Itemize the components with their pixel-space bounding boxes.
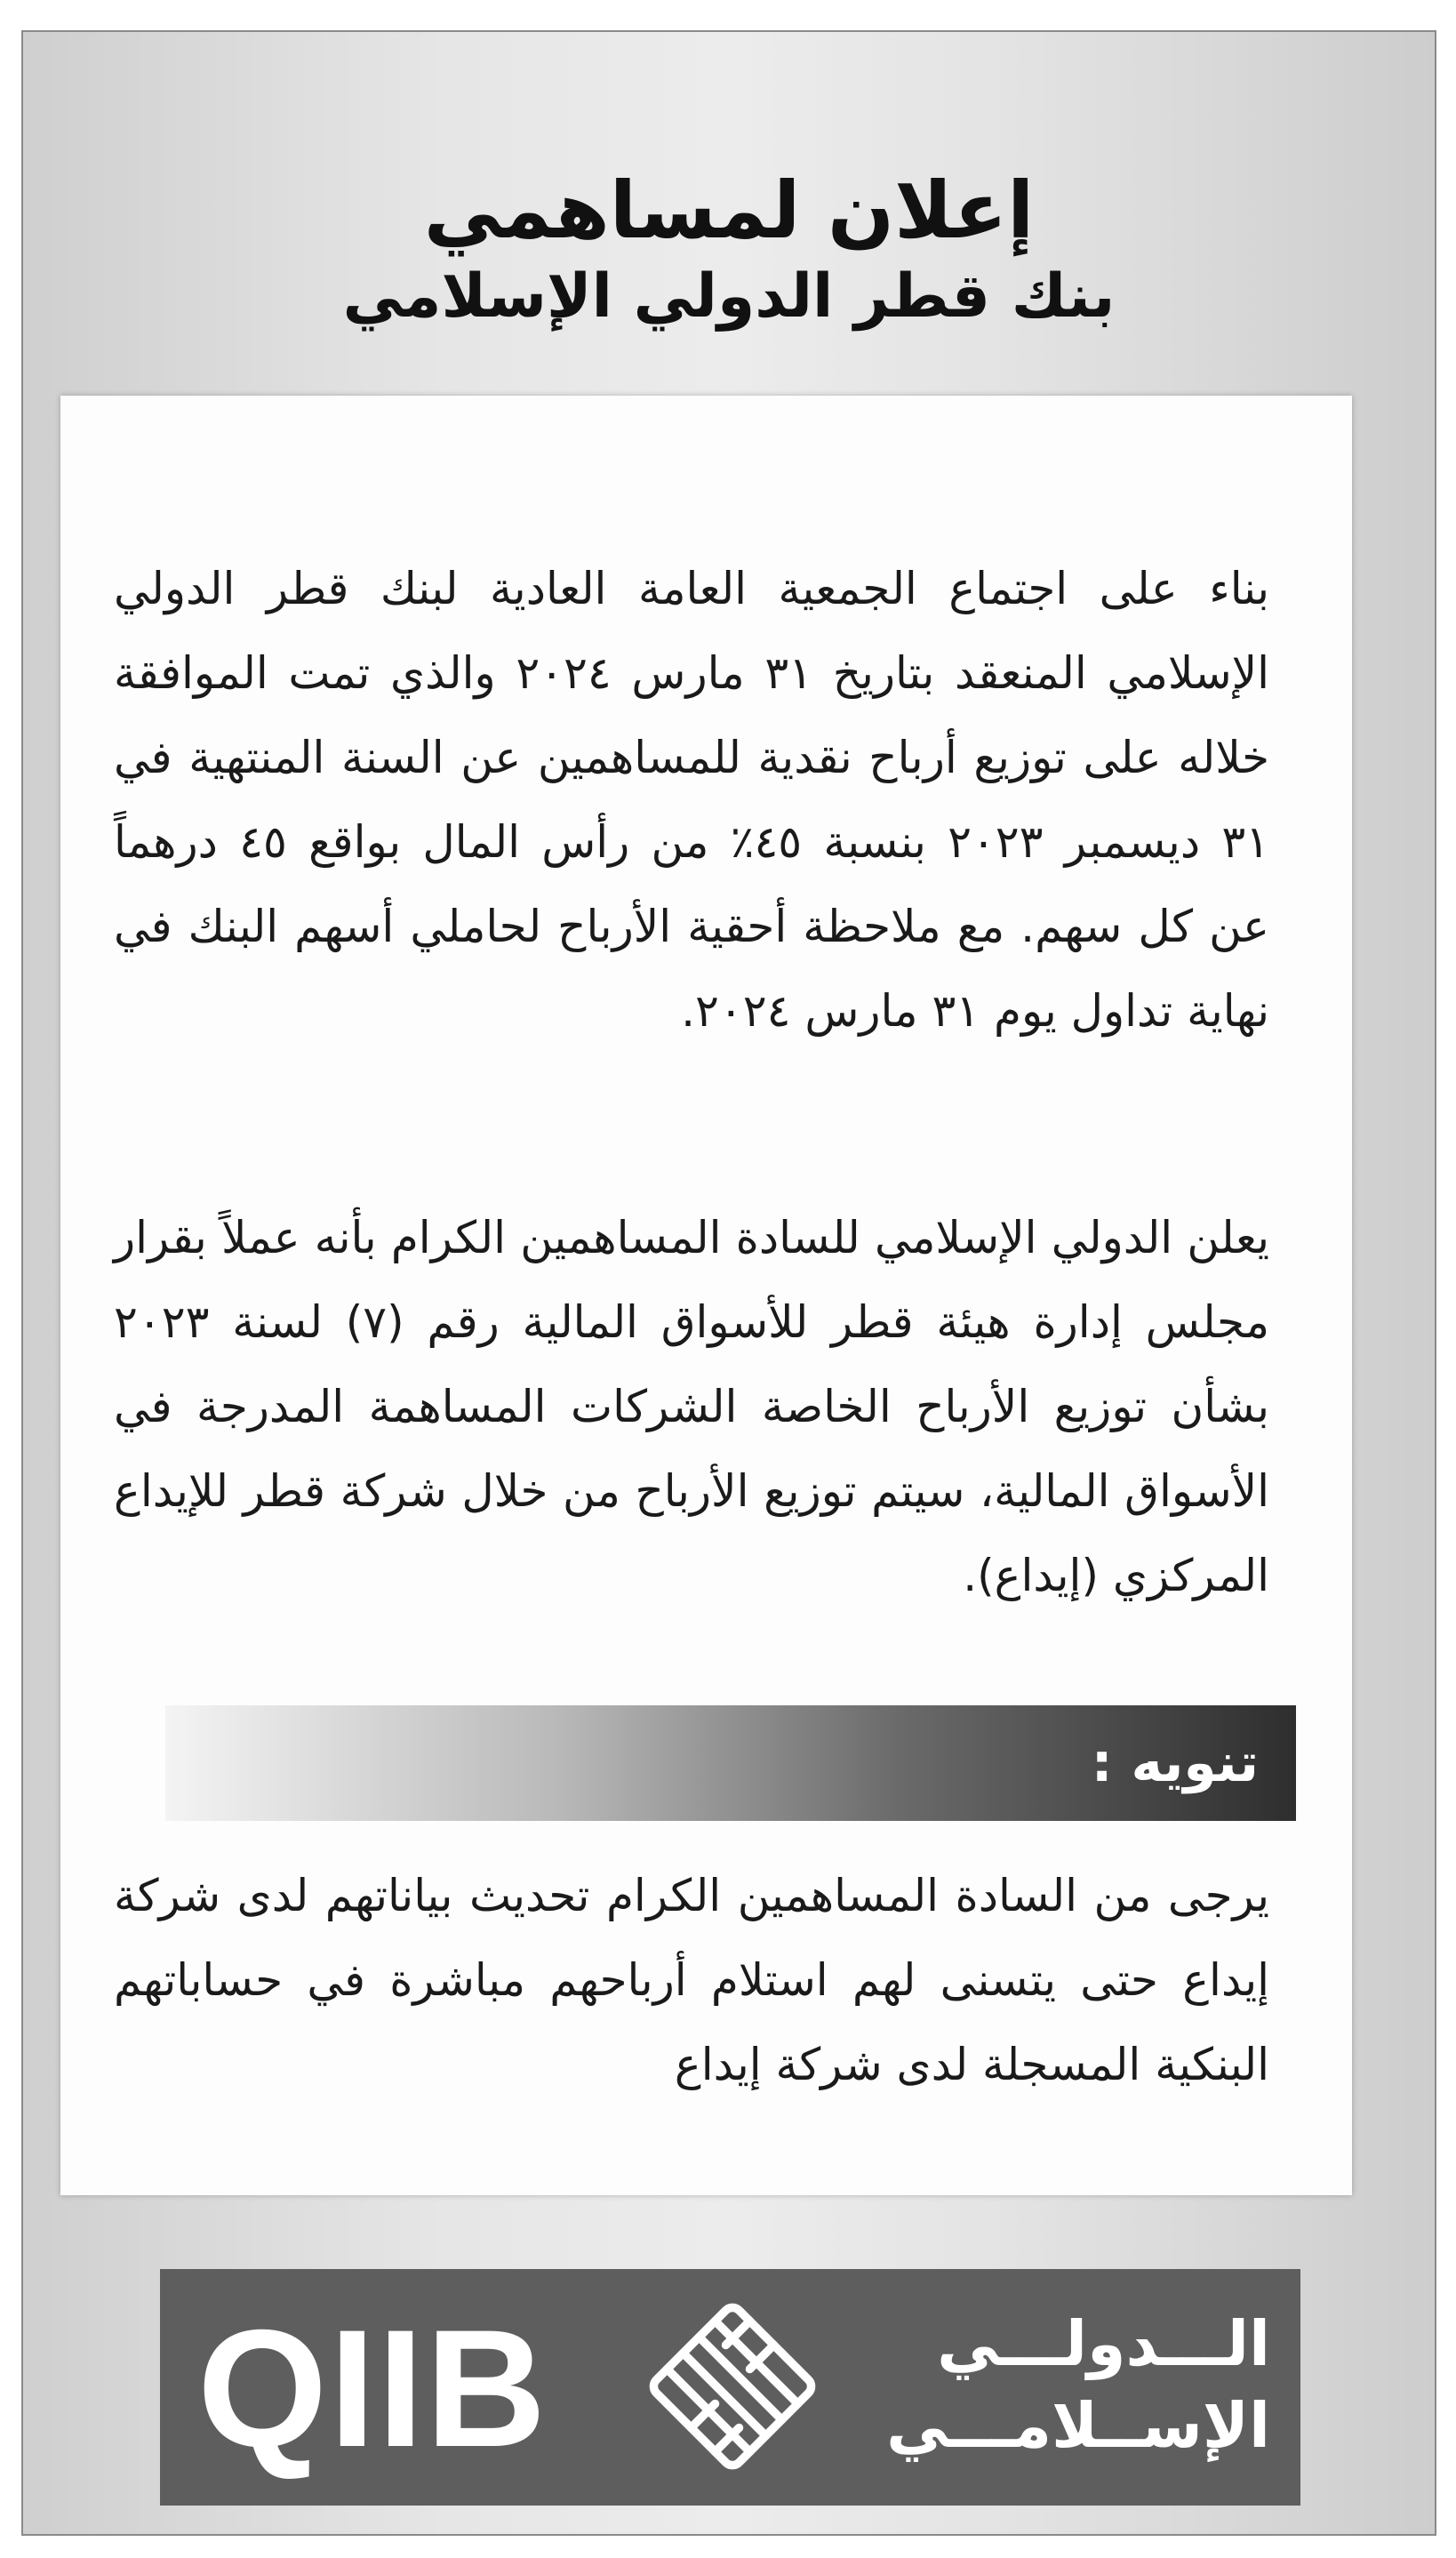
- bank-name-subtitle: بنك قطر الدولي الإسلامي: [342, 261, 1116, 333]
- notice-banner: [165, 1705, 1296, 1821]
- qiib-arabic-wordmark: [886, 2303, 1270, 2466]
- qiib-logo-bar: [160, 2269, 1300, 2506]
- dividend-paragraph: بناء على اجتماع الجمعية العامة العادية لبنك قطر الدولي الإسلامي المنعقد بتاريخ ٣١ مارس ٢٠٢٤ والذي تمت الموافقة خلاله على توزيع أرباح نقدية للمساهمين عن السنة المنتهية في ٣١ ديسمبر ٢٠٢٣ بنسبة ٤٥٪ من رأس المال بواقع ٤٥ درهماً عن كل سهم. مع ملاحظة أحقية الأرباح لحاملي أسهم البنك في نهاية تداول يوم ٣١ مارس ٢٠٢٤.: [114, 563, 1270, 1037]
- update-data-paragraph: يرجى من السادة المساهمين الكرام تحديث بياناتهم لدى شركة إيداع حتى يتسنى لهم استلام أرباحهم مباشرة في حساباتهم البنكية المسجلة لدى شركة إيداع: [114, 1870, 1269, 2090]
- arabic-wordmark-line-1: الـــدولـــي: [937, 2307, 1270, 2380]
- announcement-title: إعلان لمساهمي: [423, 164, 1035, 256]
- arabic-wordmark-line-2: الإســلامـــي: [886, 2389, 1270, 2462]
- distribution-paragraph: يعلن الدولي الإسلامي للسادة المساهمين الكرام بأنه عملاً بقرار مجلس إدارة هيئة قطر للأسواق المالية رقم (٧) لسنة ٢٠٢٣ بشأن توزيع الأرباح الخاصة الشركات المساهمة المدرجة في الأسواق المالية، سيتم توزيع الأرباح من خلال شركة قطر للإيداع المركزي (إيداع).: [114, 1212, 1270, 1601]
- header: [23, 165, 1435, 333]
- qiib-interlaced-mark-icon: [638, 2292, 827, 2481]
- notice-label: تنويه :: [1091, 1732, 1259, 1794]
- qiib-wordmark: QIIB: [197, 2295, 548, 2482]
